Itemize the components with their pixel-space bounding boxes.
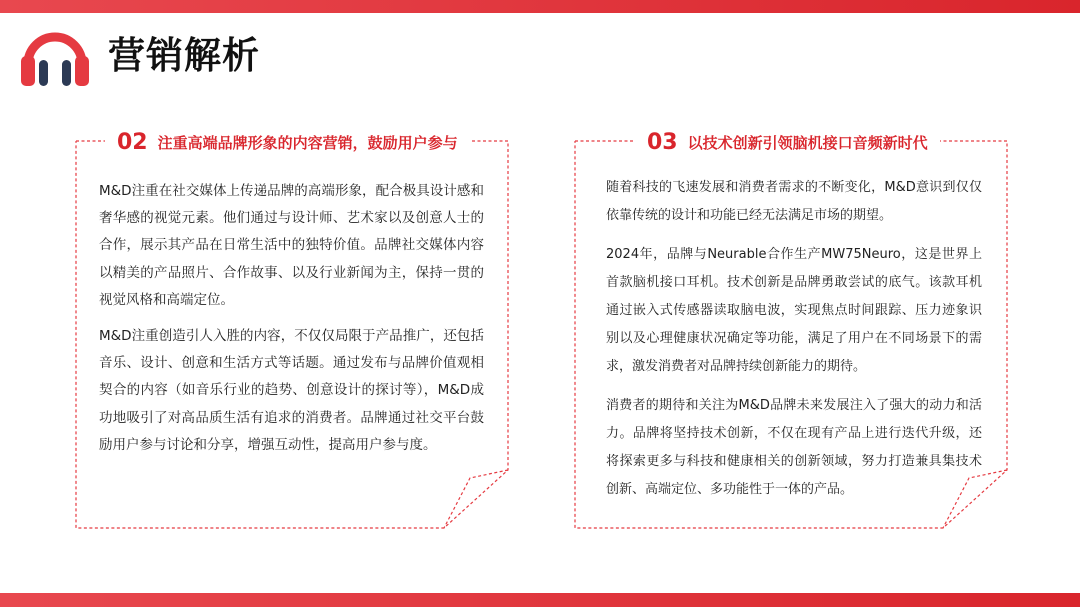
top-accent-bar (0, 0, 1080, 13)
bottom-accent-bar (0, 593, 1080, 607)
card-body (606, 174, 982, 515)
card-heading (635, 127, 940, 157)
content-card-03 (575, 129, 1007, 528)
paragraph: 消费者的期待和关注为M&D品牌未来发展注入了强大的动力和活力。品牌将坚持技术创新，不仅在现有产品上进行迭代升级，还将探索更多与科技和健康相关的创新领域，努力打造兼具集技术创新、高端定位、多功能性于一体的产品。 (606, 398, 982, 497)
paragraph: M&D注重创造引人入胜的内容，不仅仅局限于产品推广，还包括音乐、设计、创意和生活方式等话题。通过发布与品牌价值观相契合的内容（如音乐行业的趋势、创意设计的探讨等），M&D成功地吸引了对高品质生活有追求的消费者。品牌通过社交平台鼓励用户参与讨论和分享，增强互动性，提高用户参与度。 (99, 328, 484, 453)
content-card-02 (76, 129, 508, 528)
card-title: 以技术创新引领脑机接口音频新时代 (687, 133, 928, 152)
paragraph: 随着科技的飞速发展和消费者需求的不断变化，M&D意识到仅仅依靠传统的设计和功能已经无法满足市场的期望。 (606, 180, 982, 223)
card-heading (105, 127, 470, 157)
card-body (99, 178, 484, 468)
card-number: 02 (117, 129, 148, 155)
paragraph: 2024年，品牌与Neurable合作生产MW75Neuro，这是世界上首款脑机接口耳机。技术创新是品牌勇敢尝试的底气。该款耳机通过嵌入式传感器读取脑电波，实现焦点时间跟踪、压力迹象识别以及心理健康状况确定等功能，满足了用户在不同场景下的需求，激发消费者对品牌持续创新能力的期待。 (606, 247, 982, 374)
page-title: 营销解析 (108, 34, 260, 77)
card-title: 注重高端品牌形象的内容营销，鼓励用户参与 (157, 133, 458, 152)
card-number: 03 (647, 129, 678, 155)
headphones-icon (18, 24, 92, 88)
paragraph: M&D注重在社交媒体上传递品牌的高端形象，配合极具设计感和奢华感的视觉元素。他们通过与设计师、艺术家以及创意人士的合作，展示其产品在日常生活中的独特价值。品牌社交媒体内容以精美的产品照片、合作故事、以及行业新闻为主，保持一贯的视觉风格和高端定位。 (99, 183, 484, 308)
